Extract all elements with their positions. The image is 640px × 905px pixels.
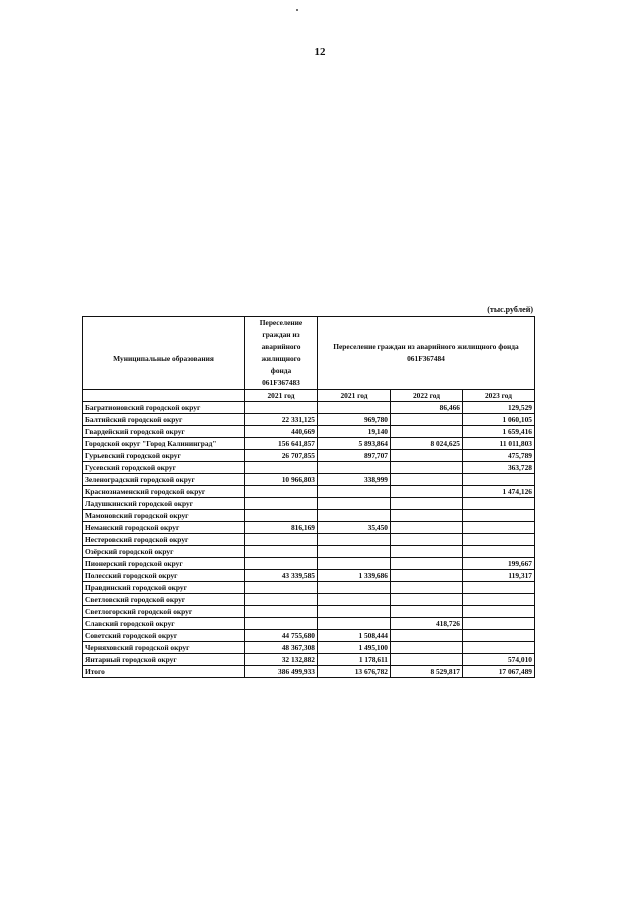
- budget-table: [82, 316, 535, 678]
- amount-cell: [391, 510, 463, 522]
- amount-cell: [391, 522, 463, 534]
- amount-cell: [245, 510, 318, 522]
- amount-cell: 1 178,611: [318, 654, 391, 666]
- amount-cell: [318, 558, 391, 570]
- amount-cell: [463, 594, 535, 606]
- amount-cell: [391, 474, 463, 486]
- amount-cell: [245, 618, 318, 630]
- table-row: [83, 642, 535, 654]
- amount-cell: 129,529: [463, 402, 535, 414]
- amount-cell: 86,466: [391, 402, 463, 414]
- municipality-name: Светлогорский городской округ: [83, 606, 245, 618]
- amount-cell: 1 659,416: [463, 426, 535, 438]
- amount-cell: [463, 642, 535, 654]
- amount-cell: 32 132,882: [245, 654, 318, 666]
- amount-cell: [391, 546, 463, 558]
- municipality-name: Нестеровский городской округ: [83, 534, 245, 546]
- amount-cell: [463, 474, 535, 486]
- amount-cell: [318, 546, 391, 558]
- table-row: [83, 558, 535, 570]
- amount-cell: [463, 582, 535, 594]
- amount-cell: [318, 462, 391, 474]
- amount-cell: [318, 582, 391, 594]
- amount-cell: 5 893,864: [318, 438, 391, 450]
- municipality-name: Балтийский городской округ: [83, 414, 245, 426]
- amount-cell: [318, 618, 391, 630]
- table-row: [83, 522, 535, 534]
- amount-cell: [245, 582, 318, 594]
- amount-cell: 17 067,489: [463, 666, 535, 678]
- table-row: [83, 546, 535, 558]
- header-program-061F367484: Переселение граждан из аварийного жилищного фонда 061F367484: [318, 317, 535, 390]
- table-row: [83, 618, 535, 630]
- amount-cell: 35,450: [318, 522, 391, 534]
- municipality-name: Краснознаменский городской округ: [83, 486, 245, 498]
- table-years-row: [83, 390, 535, 402]
- amount-cell: 19,140: [318, 426, 391, 438]
- municipality-name: Пионерский городской округ: [83, 558, 245, 570]
- amount-cell: 156 641,857: [245, 438, 318, 450]
- amount-cell: [463, 510, 535, 522]
- amount-cell: 44 755,680: [245, 630, 318, 642]
- municipality-name: Полесский городской округ: [83, 570, 245, 582]
- amount-cell: 13 676,782: [318, 666, 391, 678]
- amount-cell: [391, 414, 463, 426]
- table-row: [83, 582, 535, 594]
- amount-cell: 338,999: [318, 474, 391, 486]
- amount-cell: [318, 498, 391, 510]
- amount-cell: [391, 426, 463, 438]
- amount-cell: [318, 594, 391, 606]
- amount-cell: [391, 534, 463, 546]
- table-row: [83, 450, 535, 462]
- municipality-name: Славский городской округ: [83, 618, 245, 630]
- amount-cell: 1 339,686: [318, 570, 391, 582]
- amount-cell: [318, 534, 391, 546]
- amount-cell: 10 966,803: [245, 474, 318, 486]
- amount-cell: 897,707: [318, 450, 391, 462]
- header-program-061F367483: Переселение граждан из аварийного жилищного фонда 061F367483: [245, 317, 318, 390]
- municipality-name: Черняховский городской округ: [83, 642, 245, 654]
- amount-cell: [245, 498, 318, 510]
- amount-cell: 1 508,444: [318, 630, 391, 642]
- page-number: 12: [314, 46, 326, 58]
- amount-cell: [391, 486, 463, 498]
- units-label: (тыс.рублей): [487, 305, 533, 314]
- amount-cell: 386 499,933: [245, 666, 318, 678]
- municipality-name: Багратионовский городской округ: [83, 402, 245, 414]
- amount-cell: [463, 522, 535, 534]
- table-row: [83, 414, 535, 426]
- table-row: [83, 570, 535, 582]
- amount-cell: 48 367,308: [245, 642, 318, 654]
- table-row: [83, 630, 535, 642]
- amount-cell: 1 495,100: [318, 642, 391, 654]
- amount-cell: 418,726: [391, 618, 463, 630]
- amount-cell: [245, 486, 318, 498]
- amount-cell: 969,780: [318, 414, 391, 426]
- amount-cell: 1 060,105: [463, 414, 535, 426]
- table-row: [83, 438, 535, 450]
- municipality-name: Гусевский городской округ: [83, 462, 245, 474]
- header-year: 2021 год: [318, 390, 391, 402]
- municipality-name: Светловский городской округ: [83, 594, 245, 606]
- amount-cell: [391, 450, 463, 462]
- amount-cell: 8 024,625: [391, 438, 463, 450]
- amount-cell: [245, 606, 318, 618]
- amount-cell: [463, 630, 535, 642]
- amount-cell: [463, 498, 535, 510]
- amount-cell: [245, 402, 318, 414]
- total-label: Итого: [83, 666, 245, 678]
- amount-cell: 8 529,817: [391, 666, 463, 678]
- amount-cell: [245, 534, 318, 546]
- amount-cell: [245, 594, 318, 606]
- header-empty-cell: [83, 390, 245, 402]
- municipality-name: Городской округ "Город Калининград": [83, 438, 245, 450]
- amount-cell: 11 011,803: [463, 438, 535, 450]
- amount-cell: [463, 546, 535, 558]
- table-row: [83, 486, 535, 498]
- amount-cell: [391, 606, 463, 618]
- amount-cell: [463, 606, 535, 618]
- amount-cell: [318, 486, 391, 498]
- municipality-name: Гвардейский городской округ: [83, 426, 245, 438]
- amount-cell: 119,317: [463, 570, 535, 582]
- municipality-name: Ладушкинский городской округ: [83, 498, 245, 510]
- table-row: [83, 594, 535, 606]
- amount-cell: [245, 462, 318, 474]
- amount-cell: 199,667: [463, 558, 535, 570]
- table-row: [83, 474, 535, 486]
- table-row: [83, 402, 535, 414]
- header-year: 2021 год: [245, 390, 318, 402]
- header-year: 2022 год: [391, 390, 463, 402]
- amount-cell: [391, 642, 463, 654]
- amount-cell: [391, 558, 463, 570]
- amount-cell: 22 331,125: [245, 414, 318, 426]
- amount-cell: [391, 654, 463, 666]
- municipality-name: Зеленоградский городской округ: [83, 474, 245, 486]
- header-municipalities: Муниципальные образования: [83, 317, 245, 390]
- table-row: [83, 462, 535, 474]
- amount-cell: [318, 510, 391, 522]
- amount-cell: [391, 630, 463, 642]
- municipality-name: Неманский городской округ: [83, 522, 245, 534]
- amount-cell: [391, 582, 463, 594]
- table-header-row: [83, 317, 535, 390]
- municipality-name: Мамоновский городской округ: [83, 510, 245, 522]
- amount-cell: 43 339,585: [245, 570, 318, 582]
- municipality-name: Правдинский городской округ: [83, 582, 245, 594]
- amount-cell: [463, 534, 535, 546]
- table-row: [83, 426, 535, 438]
- scan-speck: [296, 9, 298, 11]
- amount-cell: [391, 498, 463, 510]
- amount-cell: 1 474,126: [463, 486, 535, 498]
- municipality-name: Советский городской округ: [83, 630, 245, 642]
- table-row: [83, 654, 535, 666]
- amount-cell: [391, 462, 463, 474]
- amount-cell: [318, 402, 391, 414]
- municipality-name: Озёрский городской округ: [83, 546, 245, 558]
- total-row: [83, 666, 535, 678]
- table-row: [83, 510, 535, 522]
- municipality-name: Гурьевский городской округ: [83, 450, 245, 462]
- amount-cell: 440,669: [245, 426, 318, 438]
- table-row: [83, 534, 535, 546]
- table-row: [83, 498, 535, 510]
- amount-cell: [391, 594, 463, 606]
- amount-cell: 363,728: [463, 462, 535, 474]
- amount-cell: 26 707,855: [245, 450, 318, 462]
- amount-cell: [245, 546, 318, 558]
- amount-cell: 574,010: [463, 654, 535, 666]
- table-row: [83, 606, 535, 618]
- amount-cell: [391, 570, 463, 582]
- amount-cell: 816,169: [245, 522, 318, 534]
- amount-cell: [245, 558, 318, 570]
- municipality-name: Янтарный городской округ: [83, 654, 245, 666]
- header-year: 2023 год: [463, 390, 535, 402]
- amount-cell: [318, 606, 391, 618]
- amount-cell: 475,789: [463, 450, 535, 462]
- amount-cell: [463, 618, 535, 630]
